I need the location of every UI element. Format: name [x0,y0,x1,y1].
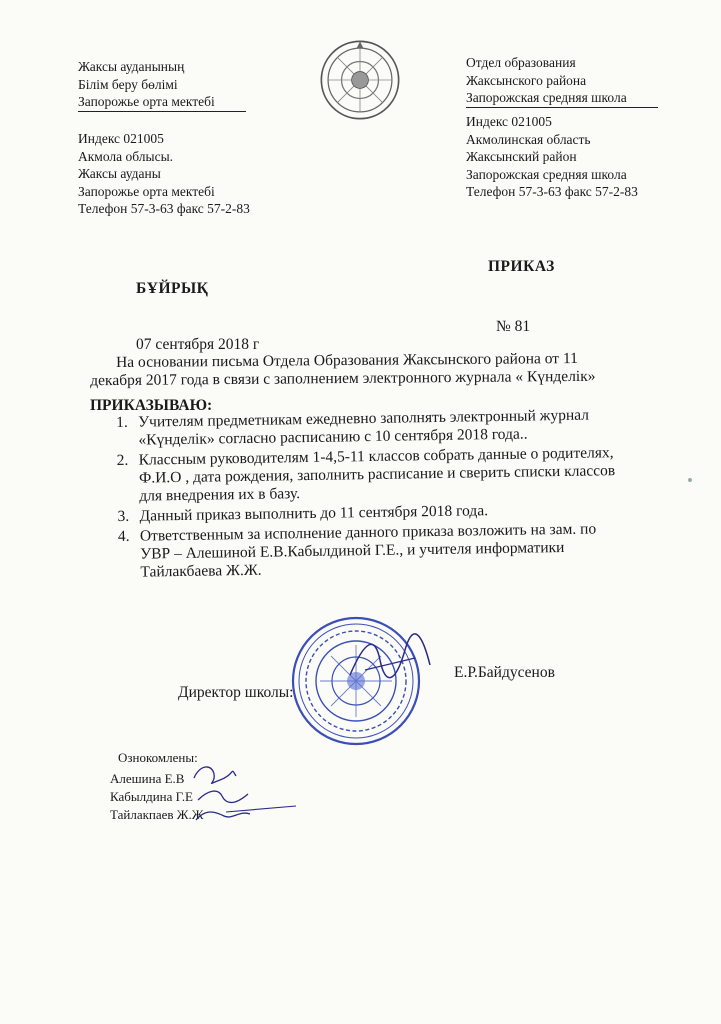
acknowledged-name: Тайлакпаев Ж.Ж [110,807,204,822]
header-left-org-line: Запорожье орта мектебі [78,93,246,112]
order-item [117,444,616,506]
header-left-address-line: Индекс 021005 [78,131,164,146]
acknowledged-heading: Ознокомлены: [118,750,198,765]
order-item-line: УВР – Алешиной Е.В.Кабылдиной Г.Е., и учителя информатики [140,538,565,563]
header-right-address [466,113,638,201]
header-left-org-line: Жаксы ауданының [78,59,185,74]
order-date: 07 сентября 2018 г [136,336,260,353]
order-item-line: Данный приказ выполнить до 11 сентября 2018 года. [139,502,489,525]
intro-line: На основании письма Отдела Образования Жаксынского района от 11 [116,349,578,371]
intro-paragraph [90,349,596,390]
title-kazakh: БҰЙРЫҚ [136,280,209,297]
header-left-address-line: Жаксы ауданы [78,166,161,181]
scan-speck [688,478,692,482]
order-item [116,406,615,450]
order-item-number: 2. [116,451,129,469]
header-left-address-line: Запорожье орта мектебі [78,183,215,199]
order-item-number: 3. [117,507,130,525]
order-item-line: Тайлакбаева Ж.Ж. [140,561,262,581]
intro-line: декабря 2017 года в связи с заполнением электронного журнала « Күнделік» [90,367,596,390]
acknowledged-name: Алешина Е.В [110,771,185,786]
header-right-org-line: Отдел образования [466,55,576,70]
title-russian: ПРИКАЗ [488,258,555,275]
order-number: № 81 [496,318,531,335]
acknowledged-name: Кабылдина Г.Е [110,789,193,804]
header-right-org [466,54,658,108]
order-item-line: Классным руководителям 1-4,5-11 классов собрать данные о родителях, [138,444,614,469]
header-left-org [78,58,246,112]
order-item-line: Ф.И.О , дата рождения, заполнить расписание и сверить списки классов [138,462,616,487]
order-item-line: Ответственным за исполнение данного приказа возложить на зам. по [139,520,597,545]
order-item [118,520,617,582]
director-signature-icon [345,630,435,690]
header-right-org-line: Запорожская средняя школа [466,89,658,108]
state-emblem-icon [318,38,402,122]
order-item-line: Учителям предметникам ежедневно заполнять электронный журнал [137,406,590,431]
header-right-address-line: Жаксынский район [466,149,577,164]
acknowledgement-signatures-icon [190,760,300,830]
order-item-line: для внедрения их в базу. [139,485,301,505]
order-item-line: «Күнделік» согласно расписанию с 10 сентября 2018 года.. [138,425,528,449]
header-right-org-line: Жаксынского района [466,72,587,88]
director-label: Директор школы: [178,684,294,701]
order-item-number: 1. [116,413,128,431]
header-right-address-line: Индекс 021005 [466,114,552,129]
header-right-address-line: Акмолинская область [466,131,591,147]
header-left-address [78,130,250,218]
order-item-number: 4. [117,527,130,545]
header-right-address-line: Запорожская средняя школа [466,166,627,182]
order-items [116,406,617,582]
order-heading: ПРИКАЗЫВАЮ: [90,397,213,414]
director-name: Е.Р.Байдусенов [454,664,555,681]
header-left-address-line: Акмола облысы. [78,148,174,164]
header-left-address-line: Телефон 57-3-63 факс 57-2-83 [78,201,250,216]
header-right-address-line: Телефон 57-3-63 факс 57-2-83 [466,184,638,199]
header-left-org-line: Білім беру бөлімі [78,76,178,92]
